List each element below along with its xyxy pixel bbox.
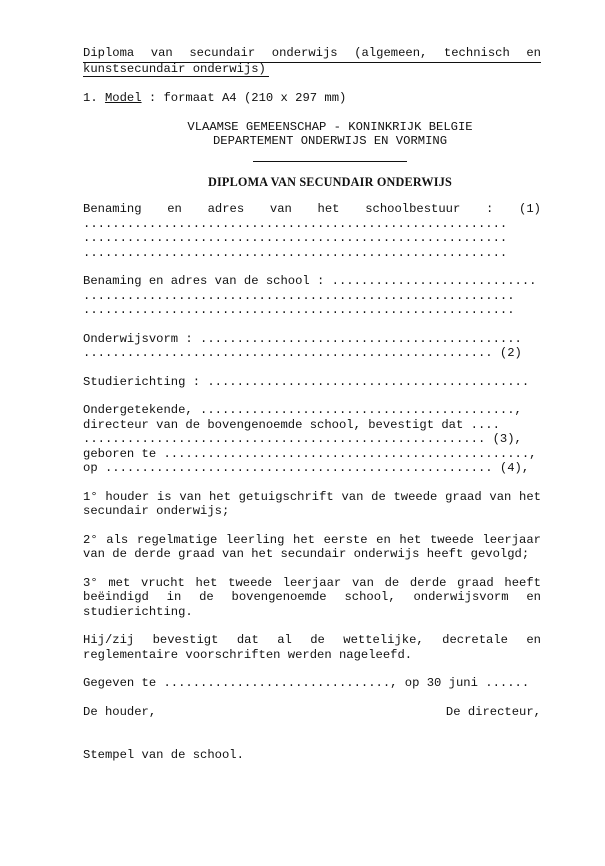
spacer	[83, 149, 541, 161]
school-field	[83, 274, 541, 318]
spacer	[83, 476, 541, 490]
schoolbestuur-label: Benaming en adres van het schoolbestuur : (1)	[83, 202, 541, 216]
spacer	[83, 691, 541, 705]
director-signature-label: De directeur,	[445, 704, 541, 719]
clause-3: 3° met vrucht het tweede leerjaar van de derde graad heeft beëindigd in de bovengenoemde school, onderwijsvorm en studierichting.	[83, 575, 541, 619]
schoolbestuur-dots-1: ..........................................................	[83, 216, 508, 231]
document-heading-line-1: Diploma van secundair onderwijs (algemeen, technisch en	[83, 46, 541, 60]
diploma-title: DIPLOMA VAN SECUNDAIR ONDERWIJS	[207, 174, 453, 189]
signature-row	[83, 705, 541, 720]
onderwijsvorm-label: Onderwijsvorm : ............................................	[83, 331, 522, 346]
model-line	[83, 91, 541, 106]
schoolbestuur-dots-2: ..........................................................	[83, 231, 508, 245]
issuer-line-2: DEPARTEMENT ONDERWIJS EN VORMING	[212, 134, 448, 148]
header-divider	[253, 161, 407, 162]
studierichting-field	[83, 375, 541, 390]
ondergetekende-line-4: geboren te ..................................................,	[83, 446, 537, 461]
school-dots-2: ...........................................................	[83, 303, 515, 317]
spacer	[83, 389, 541, 403]
school-label: Benaming en adres van de school : ............................	[83, 274, 537, 288]
spacer	[83, 619, 541, 633]
spacer	[83, 719, 541, 748]
spacer	[83, 562, 541, 576]
document-heading-line-2: kunstsecundair onderwijs)	[83, 61, 266, 76]
holder-signature-label: De houder,	[83, 704, 157, 719]
spacer	[83, 162, 541, 175]
spacer	[83, 260, 541, 274]
ondergetekende-line-1: Ondergetekende, ...........................................,	[83, 403, 522, 417]
document-heading-line-2-wrap	[83, 62, 269, 78]
spacer	[83, 318, 541, 332]
model-label: Model	[104, 91, 142, 105]
school-dots-1: ...........................................................	[83, 288, 515, 303]
spacer	[83, 189, 541, 202]
spacer	[83, 662, 541, 676]
spacer	[83, 77, 541, 91]
model-format: : formaat A4 (210 x 297 mm)	[141, 91, 347, 105]
onderwijsvorm-dots: ........................................................ (2)	[83, 346, 522, 360]
school-stamp-label: Stempel van de school.	[83, 748, 244, 762]
ondergetekende-line-3: ....................................................... (3),	[83, 432, 522, 446]
issuer-line-1: VLAAMSE GEMEENSCHAP - KONINKRIJK BELGIE	[187, 119, 473, 134]
studierichting-label: Studierichting : ............................................	[83, 374, 530, 389]
ondergetekende-block	[83, 403, 541, 476]
spacer	[83, 106, 541, 120]
ondergetekende-line-5: op ..................................................... (4),	[83, 461, 530, 475]
schoolbestuur-dots-3: ..........................................................	[83, 245, 508, 260]
diploma-document	[83, 46, 541, 763]
document-heading	[83, 46, 541, 63]
spacer	[83, 519, 541, 533]
spacer	[83, 361, 541, 375]
clause-2: 2° als regelmatige leerling het eerste en het tweede leerjaar van de derde graad van het secundair onderwijs heeft gevolgd;	[83, 532, 541, 561]
onderwijsvorm-field	[83, 332, 541, 361]
ondergetekende-line-2: directeur van de bovengenoemde school, bevestigt dat ....	[83, 417, 500, 432]
clause-1: 1° houder is van het getuigschrift van de tweede graad van het secundair onderwijs;	[83, 489, 541, 518]
model-number: 1.	[83, 91, 98, 105]
confirmation-text: Hij/zij bevestigt dat al de wettelijke, decretale en reglementaire voorschriften werden nageleefd.	[83, 633, 541, 662]
place-date-line: Gegeven te ..............................., op 30 juni ......	[83, 676, 530, 690]
schoolbestuur-field	[83, 202, 541, 260]
issuer-header	[83, 120, 541, 149]
